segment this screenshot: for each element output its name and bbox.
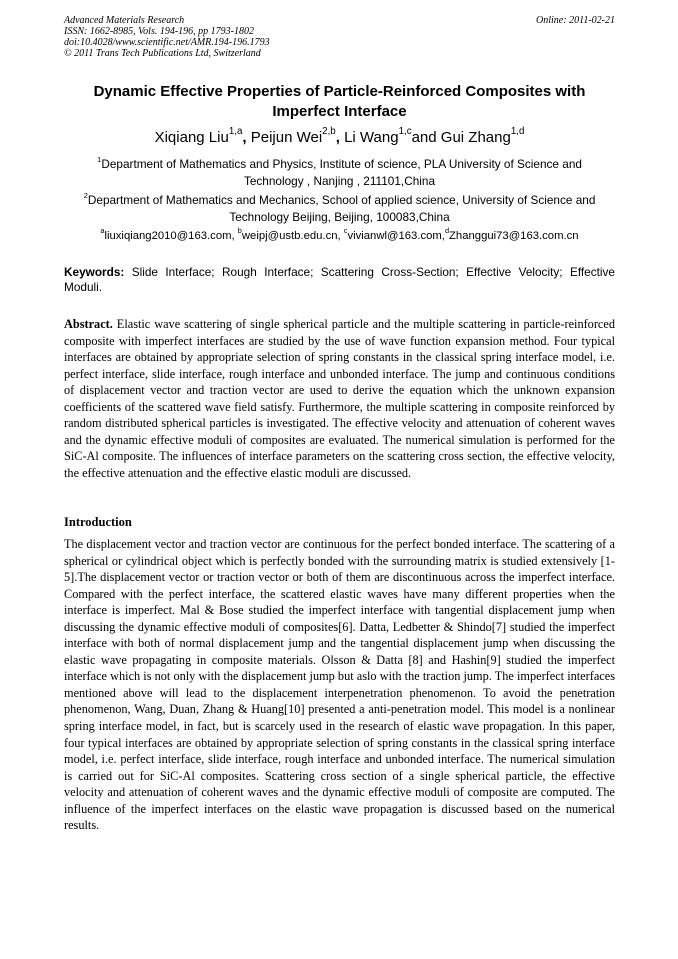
email-address[interactable]: vivianwl@163.com, [347,230,445,242]
email-sup: c [343,225,348,235]
email-address[interactable]: liuxiqiang2010@163.com, [104,230,238,242]
email-sup: d [444,225,450,235]
affiliation-line: Department of Mathematics and Physics, Institute of science, PLA University of Science and [101,157,582,171]
author-affil-sup: 1,d [510,126,525,138]
email-sup: b [237,225,242,235]
email-sup: a [100,225,105,235]
online-date: Online: 2011-02-21 [536,15,615,26]
abstract [64,316,615,481]
doi-line: doi:10.4028/www.scientific.net/AMR.194-196.1793 [64,37,270,48]
author-separator: and [411,129,441,146]
author-affil-sup: 2,b [322,126,336,138]
affiliation-2 [64,192,615,226]
issn-line: ISSN: 1662-8985, Vols. 194-196, pp 1793-1802 [64,26,254,37]
introduction-heading: Introduction [64,515,132,529]
affiliation-1 [64,156,615,190]
keywords-text: Slide Interface; Rough Interface; Scattering Cross-Section; Effective Velocity; Effective Moduli. [64,265,615,294]
author-name: Li Wang [344,129,399,146]
journal-header [64,15,615,59]
affiliation-sup: 2 [83,190,88,200]
introduction-text: The displacement vector and traction vector are continuous for the perfect bonded interface. The scattering of a spherical or cylindrical object which is perfectly bonded with the surrounding matrix is studied extensively [1-5].The displacement vector or traction vector or both of them are discontinuous across the imperfect interface. Compared with the perfect interface, the scattered elastic waves have many different properties when the interface is imperfect. Mal & Bose studied the imperfect interface with tangential displacement jump when discussing the dynamic effective moduli of composites[6]. Datta, Ledbetter & Shindo[7] studied the imperfect interface with both of normal displacement jump and the tangential displacement jump when discussing the elastic wave propagating in composite materials. Olsson & Datta [8] and Hashin[9] studied the imperfect interface which is not only with the displacement jump but aslo with the traction jump. The imperfect interfaces mentioned above will lead to the displacement interpenetration phenomenon. To avoid the penetration phenomenon, Wang, Duan, Zhang & Huang[10] presented a anti-penetration model. This model is a nonlinear spring interface model, in fact, but is scarcely used in the research of elastic wave propagation. In this paper, four typical interfaces are obtained by appropriate selection of spring constants in the classical spring interface model, i.e. perfect interface, slide interface, rough interface and unbonded interface. The numerical simulation is carried out for SiC-Al composites. Scattering cross section of a single spherical particle, the effective velocity and attenuation of coherent waves and the dynamic effective moduli of composite are computed. The influence of the imperfect interfaces on the elastic wave propagation is discussed based on the numerical results. [64,537,615,833]
keywords-label: Keywords: [64,265,125,279]
email-address[interactable]: Zhanggui73@163.com.cn [449,230,579,242]
affiliation-line: Department of Mathematics and Mechanics, School of applied science, University of Science and [87,193,596,207]
author-name: Xiqiang Liu [154,129,229,146]
email-address[interactable]: weipj@ustb.edu.cn, [241,230,344,242]
affiliation-sup: 1 [97,154,102,164]
abstract-label: Abstract. [64,317,113,331]
author-list [64,128,615,148]
author-name: Peijun Wei [250,129,323,146]
keywords [64,265,615,295]
paper-title [64,82,615,122]
affiliation-line: Technology , Nanjing , 211101,China [243,174,436,188]
author-affil-sup: 1,a [228,126,243,138]
author-emails [64,225,615,245]
abstract-text: Elastic wave scattering of single spherical particle and the multiple scattering in particle-reinforced composite with imperfect interfaces are studied by the use of wave function expansion method. Four typical interfaces are obtained by appropriate selection of spring constants in the classical spring interface model, i.e. perfect interface, slide interface, rough interface and unbonded interface. The jump and continuous conditions of displacement vector and traction vector are used to derive the equation which the unknown expansion coefficients of the scattered wave field satisfy. Furthermore, the multiple scattering in composite reinforced by random distributed spherical particles is investigated. The effective velocity and attenuation of coherent waves and the dynamic effective moduli of composites are evaluated. The numerical simulation is performed for the SiC-Al composite. The influences of interface parameters on the scattering cross section, the effective velocity, the effective attenuation and the effective elastic moduli are discussed. [64,317,615,480]
title-line-2: Imperfect Interface [272,103,407,120]
copyright-line: © 2011 Trans Tech Publications Ltd, Switzerland [64,48,261,59]
author-separator: , [242,129,251,146]
affiliation-line: Technology Beijing, Beijing, 100083,China [229,210,450,224]
author-name: Gui Zhang [440,129,511,146]
author-separator: , [335,129,345,146]
title-line-1: Dynamic Effective Properties of Particle-Reinforced Composites with [93,83,586,100]
journal-name: Advanced Materials Research [64,15,185,26]
author-affil-sup: 1,c [398,126,412,138]
